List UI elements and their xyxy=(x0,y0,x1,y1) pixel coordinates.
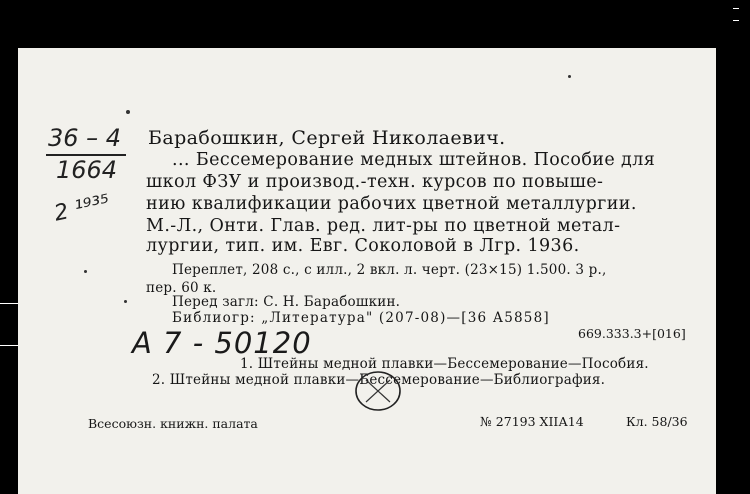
speck xyxy=(126,110,130,114)
inventory-mark: 2 ¹⁹³⁵ xyxy=(52,190,113,227)
speck xyxy=(84,270,87,273)
title-line-3: нию квалификации рабочих цветной металлургии. xyxy=(146,194,637,214)
physical-description-1: Переплет, 208 с., с илл., 2 вкл. л. черт. (23×15) 1.500. 3 р., xyxy=(172,262,607,278)
title-line-4: М.-Л., Онти. Глав. ред. лит-ры по цветной метал- xyxy=(146,216,621,236)
author-heading: Барабошкин, Сергей Николаевич. xyxy=(148,127,506,149)
footer-publisher: Всесоюзн. книжн. палата xyxy=(88,416,258,431)
stamped-number: A 7 - 50120 xyxy=(132,326,312,360)
scan-tick-right-2 xyxy=(733,20,739,21)
call-number-line1: 36 – 4 xyxy=(48,124,122,152)
title-line-2: школ ФЗУ и производ.-техн. курсов по повыше- xyxy=(146,172,604,192)
physical-description-2: пер. 60 к. xyxy=(146,280,217,296)
title-line-5: лургии, тип. им. Евг. Соколовой в Лгр. 1936. xyxy=(146,236,580,256)
speck xyxy=(124,300,127,303)
scan-tick-left xyxy=(0,303,18,304)
footer-class-number: Кл. 58/36 xyxy=(626,414,688,429)
footer-card-number: № 27193 ХIIА14 xyxy=(480,414,584,429)
scan-border-left xyxy=(0,0,18,494)
speck xyxy=(568,75,571,78)
scan-tick-left-2 xyxy=(0,345,18,346)
subject-heading-1: 1. Штейны медной плавки—Бессемерование—Пособия. xyxy=(240,356,649,372)
subject-heading-2: 2. Штейны медной плавки—Бессемерование—Библиография. xyxy=(152,372,606,388)
scan-border-right xyxy=(716,0,750,494)
scan-border-top xyxy=(0,0,750,50)
classification-number: 669.333.3+[016] xyxy=(578,326,686,341)
bibliography-note: Библиогр: „Литература" (207-08)—[36 А5858] xyxy=(172,310,550,326)
library-stamp xyxy=(352,368,404,414)
title-line-1: ... Бессемерование медных штейнов. Пособие для xyxy=(172,150,656,170)
note-before-title: Перед загл: С. Н. Барабошкин. xyxy=(172,294,401,310)
call-number-line2: 1664 xyxy=(56,156,118,184)
scan-tick-right xyxy=(733,8,739,9)
